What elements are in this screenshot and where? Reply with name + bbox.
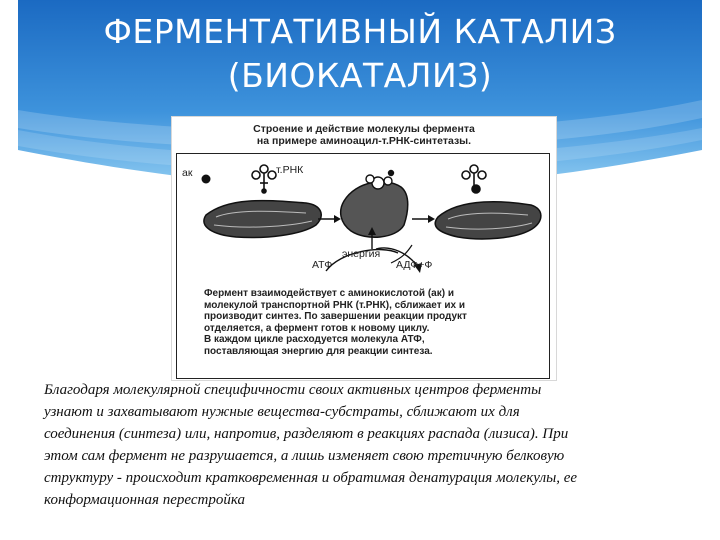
body-line: структуру - происходит кратковременная и обратимая денатурация молекулы, ее [44,470,578,486]
amino-acid-dot [202,175,211,184]
trna-icon-right [462,165,486,193]
label-trna: т.РНК [276,164,304,176]
enzyme-shape-left [204,201,321,238]
trna-icon-left [252,165,276,193]
enzyme-figure [172,117,556,380]
title-line-2: (БИОКАТАЛИЗ) [227,56,493,95]
label-energy: энергия [342,248,381,260]
body-paragraph [44,379,694,511]
figure-description-line: молекулой транспортной РНК (т.РНК), сближает их и [204,299,466,311]
body-line: узнают и захватывают нужные вещества-субстраты, сближают их для [44,404,520,420]
slide-title [0,10,720,98]
enzyme-complex-shape [341,182,408,238]
label-ak: ак [182,167,193,179]
figure-caption-line-1: Строение и действие молекулы фермента [253,123,475,135]
enzyme-diagram [176,153,548,283]
figure-description-line: В каждом цикле расходуется молекула АТФ, [204,334,425,346]
figure-description-line: Фермент взаимодействует с аминокислотой (ак) и [204,288,454,299]
figure-description-line: поставляющая энергию для реакции синтеза. [204,345,433,357]
figure-description [204,288,544,358]
title-line-1: ФЕРМЕНТАТИВНЫЙ КАТАЛИЗ [103,12,617,51]
body-line: этом сам фермент не разрушается, а лишь изменяет свою третичную белковую [44,448,565,464]
figure-caption [172,123,556,147]
figure-description-line: производит синтез. По завершении реакции продукт [204,311,467,323]
label-adp: АДФ+Ф [396,259,433,271]
figure-caption-line-2: на примере аминоацил-т.РНК-синтетазы. [256,135,472,147]
body-line: Благодаря молекулярной специфичности своих активных центров ферменты [44,382,542,398]
figure-description-line: отделяется, а фермент готов к новому циклу. [204,322,430,334]
label-atp: АТФ [312,259,333,271]
enzyme-shape-right [435,202,541,239]
body-line: конформационная перестройка [44,492,246,508]
body-line: соединения (синтеза) или, напротив, разделяют в реакциях распада (лизиса). При [44,426,569,442]
